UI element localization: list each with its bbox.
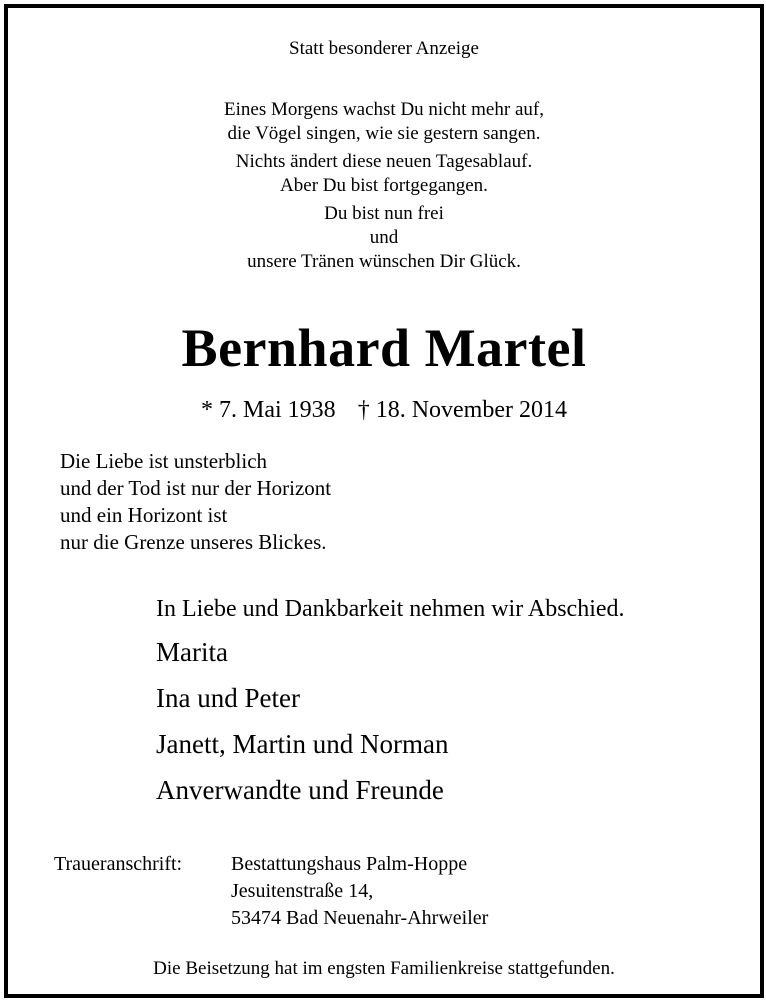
poem-line: die Vögel singen, wie sie gestern sangen. — [227, 123, 541, 144]
mourners-list — [156, 634, 448, 818]
mourning-address — [54, 851, 488, 932]
quote-line: Die Liebe ist unsterblich — [60, 449, 268, 473]
life-dates — [8, 395, 760, 425]
quote-line: nur die Grenze unseres Blickes. — [60, 530, 327, 554]
poem-line: unsere Tränen wünschen Dir Glück. — [247, 251, 521, 272]
poem-line: Aber Du bist fortgegangen. — [280, 175, 488, 196]
address-line: Bestattungshaus Palm-Hoppe — [231, 853, 468, 875]
footer-note: Die Beisetzung hat im engsten Familienkreise stattgefunden. — [153, 958, 615, 979]
address-line: Jesuitenstraße 14, — [231, 880, 374, 902]
poem-line: Du bist nun frei — [324, 203, 444, 224]
obituary-frame — [4, 4, 764, 998]
quote — [60, 448, 331, 556]
mourner-name: Marita — [156, 637, 228, 667]
mourner-name: Janett, Martin und Norman — [156, 729, 449, 759]
quote-line: und der Tod ist nur der Horizont — [60, 476, 332, 500]
farewell-intro: In Liebe und Dankbarkeit nehmen wir Abschied. — [156, 596, 625, 622]
poem-line: Nichts ändert diese neuen Tagesablauf. — [235, 151, 533, 172]
poem — [8, 98, 760, 274]
birth-date: * 7. Mai 1938 — [201, 397, 336, 423]
address-label: Traueranschrift: — [54, 853, 183, 875]
mourner-name: Ina und Peter — [156, 683, 300, 713]
deceased-name: Bernhard Martel — [181, 318, 587, 378]
mourner-name: Anverwandte und Freunde — [156, 775, 444, 805]
poem-line: und — [369, 227, 399, 248]
address-line: 53474 Bad Neuenahr-Ahrweiler — [231, 907, 489, 929]
header-text: Statt besonderer Anzeige — [289, 38, 479, 59]
poem-line: Eines Morgens wachst Du nicht mehr auf, — [224, 99, 544, 120]
death-date: † 18. November 2014 — [357, 397, 567, 423]
quote-line: und ein Horizont ist — [60, 503, 228, 527]
